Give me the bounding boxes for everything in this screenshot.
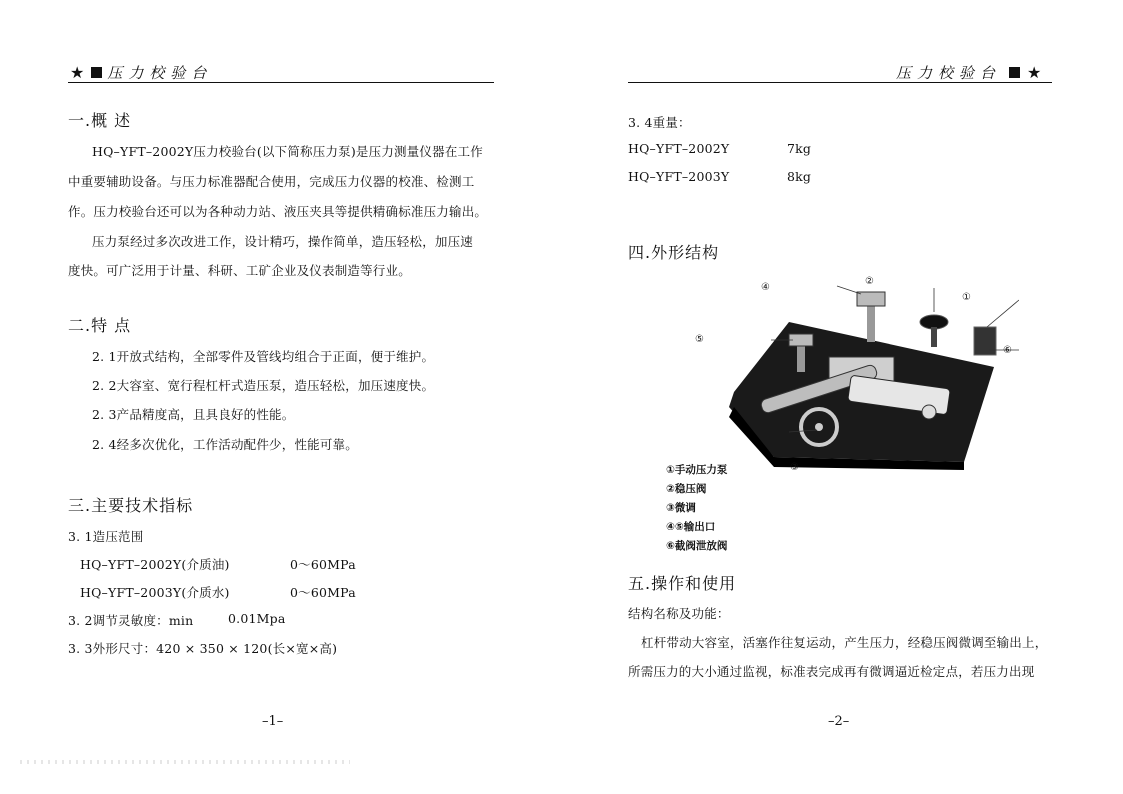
- callout-line-1: [987, 300, 1019, 327]
- weight-1-model: HQ–YFT–2002Y: [628, 141, 730, 156]
- callout-1: ①: [962, 292, 971, 303]
- legend-item-5: ⑥截阀泄放阀: [666, 540, 728, 552]
- right-header-rule: [628, 82, 1052, 83]
- left-header: [68, 62, 212, 83]
- section1-para1-line1: HQ–YFT–2002Y压力校验台(以下简称压力泵)是压力测量仪器在工作: [92, 144, 483, 159]
- section5-title: 五.操作和使用: [628, 574, 737, 593]
- range-1-model: HQ–YFT–2002Y(介质油): [80, 557, 230, 572]
- feature-item-1: 2. 1开放式结构，全部零件及管线均组合于正面，便于维护。: [92, 349, 435, 364]
- callout-5: ⑤: [695, 334, 704, 345]
- square-icon: [1009, 67, 1020, 78]
- right-page: [561, 0, 1123, 794]
- post-4: [867, 302, 875, 342]
- legend-item-4: ④⑤输出口: [666, 521, 716, 533]
- section2-title: 二.特 点: [68, 316, 132, 335]
- section1-title: 一.概 述: [68, 111, 132, 130]
- left-header-rule: [68, 82, 494, 83]
- legend-item-1: ①手动压力泵: [666, 464, 728, 476]
- right-page-number: –2–: [828, 714, 850, 729]
- legend-item-2: ②稳压阀: [666, 483, 707, 495]
- subsection-title: 结构名称及功能：: [628, 606, 730, 621]
- legend-item-3: ③微调: [666, 502, 696, 514]
- spec-3-3: 3. 3外形尺寸：420 × 350 × 120(长×宽×高): [68, 641, 338, 656]
- operation-line-1: 杠杆带动大容室，活塞作往复运动，产生压力，经稳压阀微调至输出上，: [641, 635, 1048, 650]
- spec-3-2-value: 0.01Mpa: [228, 611, 286, 626]
- right-header-title: 压力校验台: [896, 64, 1002, 82]
- left-page-number: –1–: [262, 714, 284, 729]
- range-1-value: 0～60MPa: [290, 557, 356, 572]
- section4-title: 四.外形结构: [628, 243, 720, 262]
- callout-4: ④: [761, 282, 770, 293]
- weight-1-value: 7kg: [787, 141, 812, 156]
- spec-3-2-label: 3. 2调节灵敏度：min: [68, 613, 194, 628]
- spec-3-1: 3. 1造压范围: [68, 529, 144, 544]
- section1-para1-line3: 作。压力校验台还可以为各种动力站、液压夹具等提供精确标准压力输出。: [68, 204, 488, 219]
- section1-para2-line2: 度快。可广泛用于计量、科研、工矿企业及仪表制造等行业。: [68, 263, 411, 278]
- section1-para2-line1: 压力泵经过多次改进工作，设计精巧，操作简单，造压轻松，加压速: [92, 234, 474, 249]
- valve-stem: [931, 327, 937, 347]
- star-icon: ★: [1027, 63, 1042, 82]
- left-header-title: 压力校验台: [107, 64, 213, 82]
- callout-line-4: [837, 286, 861, 294]
- section1-para1-line2: 中重要辅助设备。与压力标准器配合使用，完成压力仪器的校准、检测工: [68, 174, 475, 189]
- weight-2-model: HQ–YFT–2003Y: [628, 169, 730, 184]
- range-2-model: HQ–YFT–2003Y(介质水): [80, 585, 230, 600]
- left-page: [0, 0, 561, 794]
- feature-item-3: 2. 3产品精度高，且具良好的性能。: [92, 407, 295, 422]
- operation-line-2: 所需压力的大小通过监视，标准表完成再有微调逼近检定点，若压力出现: [628, 664, 1035, 679]
- feature-item-4: 2. 4经多次优化，工作活动配件少，性能可靠。: [92, 437, 358, 452]
- valve-knob: [920, 315, 948, 329]
- scan-noise: [20, 760, 350, 764]
- section3-title: 三.主要技术指标: [68, 496, 194, 515]
- block-1: [974, 327, 996, 355]
- star-icon: ★: [70, 63, 85, 82]
- right-header: [896, 62, 1043, 83]
- weight-2-value: 8kg: [787, 169, 812, 184]
- square-icon: [91, 67, 102, 78]
- spec-3-4: 3. 4重量：: [628, 115, 691, 130]
- range-2-value: 0～60MPa: [290, 585, 356, 600]
- callout-3: ③: [790, 462, 799, 473]
- gauge-dial: [922, 405, 936, 419]
- callout-2: ②: [865, 276, 874, 287]
- fitting-4: [857, 292, 885, 306]
- feature-item-2: 2. 2大容室、宽行程杠杆式造压泵，造压轻松，加压速度快。: [92, 378, 435, 393]
- callout-6: ⑥: [1003, 345, 1012, 356]
